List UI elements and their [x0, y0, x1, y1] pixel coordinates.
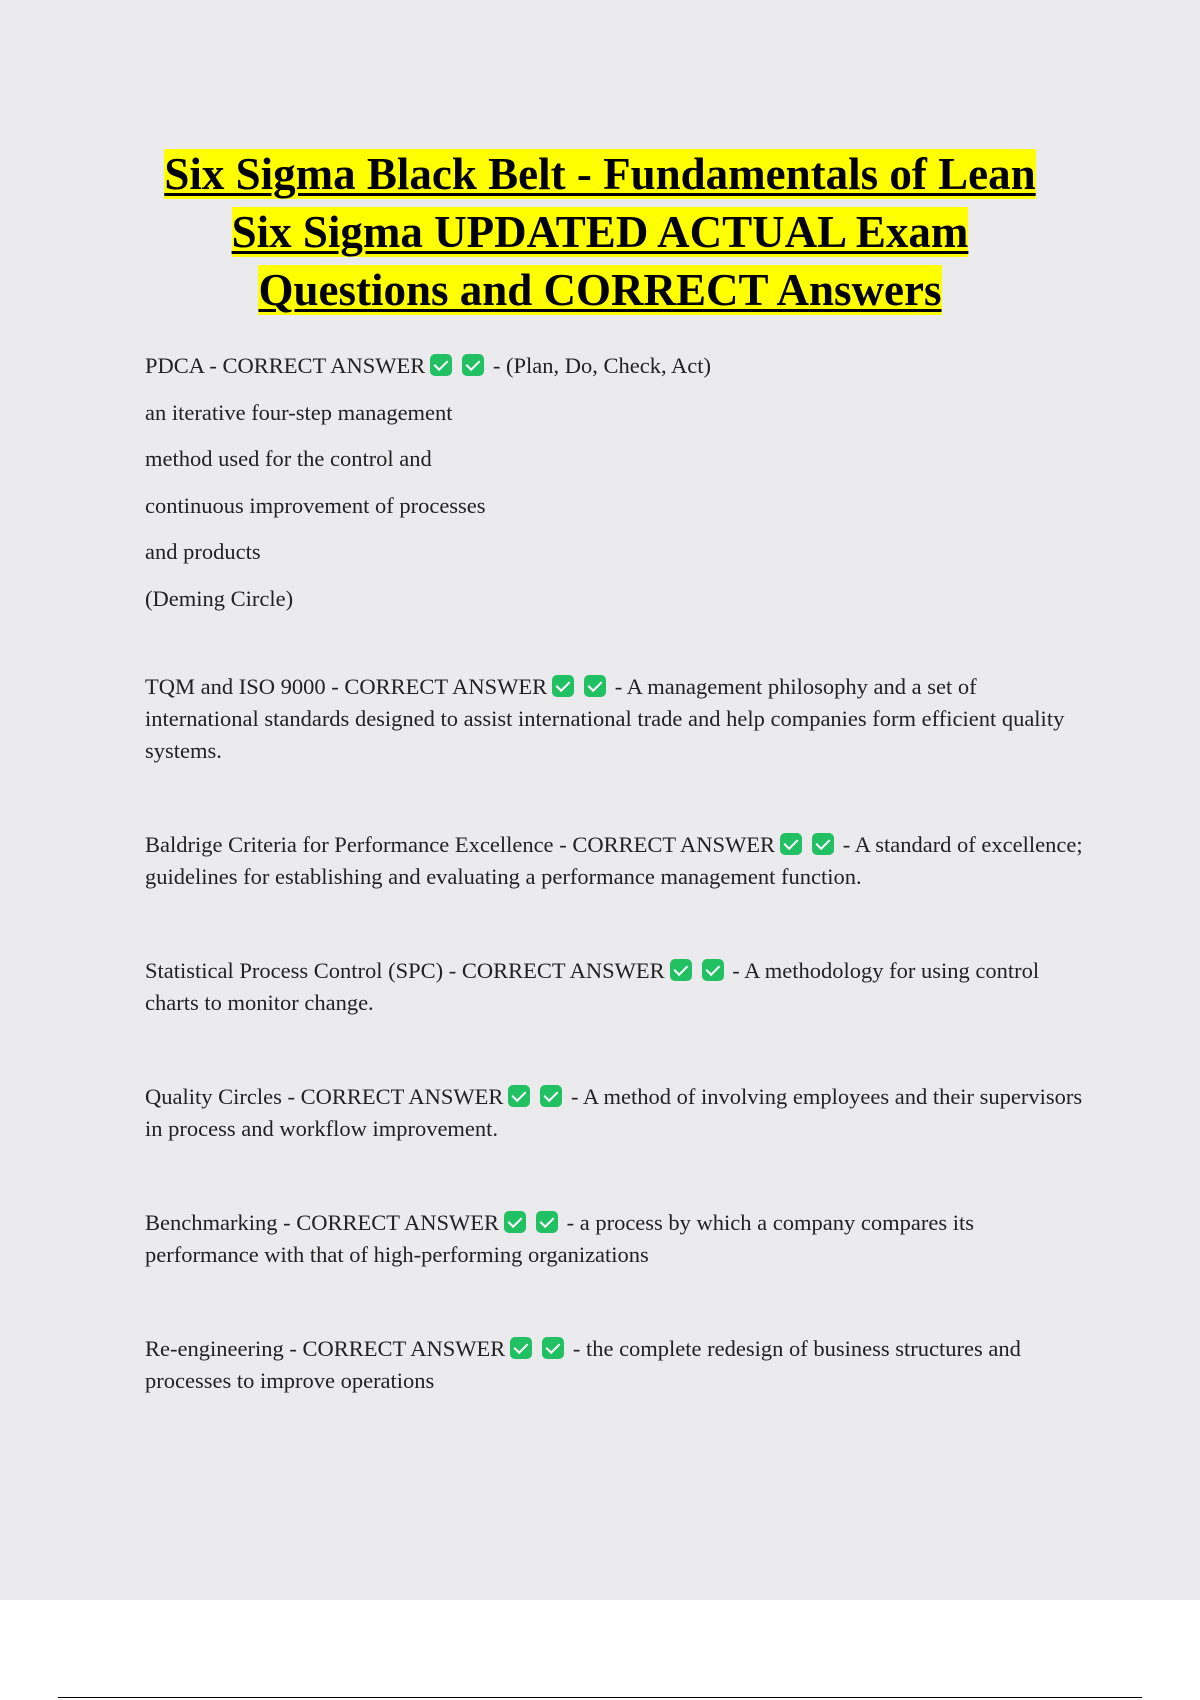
check-icon — [462, 354, 484, 376]
check-icon — [430, 354, 452, 376]
check-icon — [702, 959, 724, 981]
qa-list — [145, 343, 1090, 1397]
title-line: Six Sigma Black Belt - Fundamentals of Lean — [164, 149, 1036, 199]
qa-answer: a process by which a company compares its performance with that of high-performing organizations — [145, 1210, 974, 1267]
footer-rule — [58, 1697, 1142, 1698]
qa-term: Re-engineering — [145, 1336, 284, 1361]
qa-answer-line: continuous improvement of processes — [145, 492, 486, 518]
qa-answer-line: (Deming Circle) — [145, 585, 294, 611]
qa-answer: A methodology for using control charts to monitor change. — [145, 958, 1040, 1015]
qa-term: Quality Circles — [145, 1084, 282, 1109]
qa-entry: Re-engineering - CORRECT ANSWER - the complete redesign of business structures and processes to improve operations — [145, 1336, 1021, 1393]
qa-term: PDCA — [145, 353, 204, 378]
qa-term: TQM and ISO 9000 — [145, 674, 326, 699]
check-icon — [780, 833, 802, 855]
check-icon — [504, 1211, 526, 1233]
qa-term: Statistical Process Control (SPC) — [145, 958, 444, 983]
qa-answer: (Plan, Do, Check, Act) — [506, 353, 711, 378]
check-icon — [508, 1085, 530, 1107]
answer-marker: CORRECT ANSWER — [302, 1336, 506, 1361]
qa-question-line: PDCA - CORRECT ANSWER - (Plan, Do, Check, Act) — [145, 353, 711, 378]
check-icon — [536, 1211, 558, 1233]
qa-answer: A management philosophy and a set of international standards designed to assist international trade and help companies form efficient quality systems. — [145, 674, 1065, 763]
qa-term: Benchmarking — [145, 1210, 278, 1235]
check-icon — [552, 675, 574, 697]
title-line: Six Sigma UPDATED ACTUAL Exam — [231, 207, 969, 257]
qa-entry: TQM and ISO 9000 - CORRECT ANSWER - A management philosophy and a set of international standards designed to assist international trade and help companies form efficient quality systems. — [145, 674, 1065, 763]
answer-marker: CORRECT ANSWER — [300, 1084, 504, 1109]
check-icon — [510, 1337, 532, 1359]
check-icon — [584, 675, 606, 697]
qa-entry: Benchmarking - CORRECT ANSWER - a process by which a company compares its performance with that of high-performing organizations — [145, 1210, 974, 1267]
document-title — [130, 145, 1070, 319]
title-line: Questions and CORRECT Answers — [258, 265, 942, 315]
qa-term: Baldrige Criteria for Performance Excellence — [145, 832, 554, 857]
qa-answer-line: method used for the control and — [145, 446, 432, 471]
answer-marker: CORRECT ANSWER — [344, 674, 548, 699]
check-icon — [812, 833, 834, 855]
answer-marker: CORRECT ANSWER — [222, 353, 426, 378]
qa-answer-line: and products — [145, 539, 261, 564]
qa-answer: the complete redesign of business structures and processes to improve operations — [145, 1336, 1021, 1393]
check-icon — [542, 1337, 564, 1359]
qa-entry: Statistical Process Control (SPC) - CORRECT ANSWER - A methodology for using control charts to monitor change. — [145, 958, 1040, 1015]
qa-entry: Quality Circles - CORRECT ANSWER - A method of involving employees and their supervisors in process and workflow improvement. — [145, 1084, 1083, 1141]
answer-marker: CORRECT ANSWER — [572, 832, 776, 857]
qa-answer-line: an iterative four-step management — [145, 399, 453, 425]
answer-marker: CORRECT ANSWER — [461, 958, 665, 983]
check-icon — [670, 959, 692, 981]
qa-entry-pdca — [145, 343, 1090, 622]
qa-answer: A standard of excellence; guidelines for establishing and evaluating a performance management function. — [145, 832, 1083, 889]
answer-marker: CORRECT ANSWER — [296, 1210, 499, 1235]
qa-answer: A method of involving employees and their supervisors in process and workflow improvement. — [145, 1084, 1083, 1141]
qa-entry: Baldrige Criteria for Performance Excellence - CORRECT ANSWER - A standard of excellence; guidelines for establishing and evaluating a performance management function. — [145, 832, 1083, 889]
check-icon — [540, 1085, 562, 1107]
